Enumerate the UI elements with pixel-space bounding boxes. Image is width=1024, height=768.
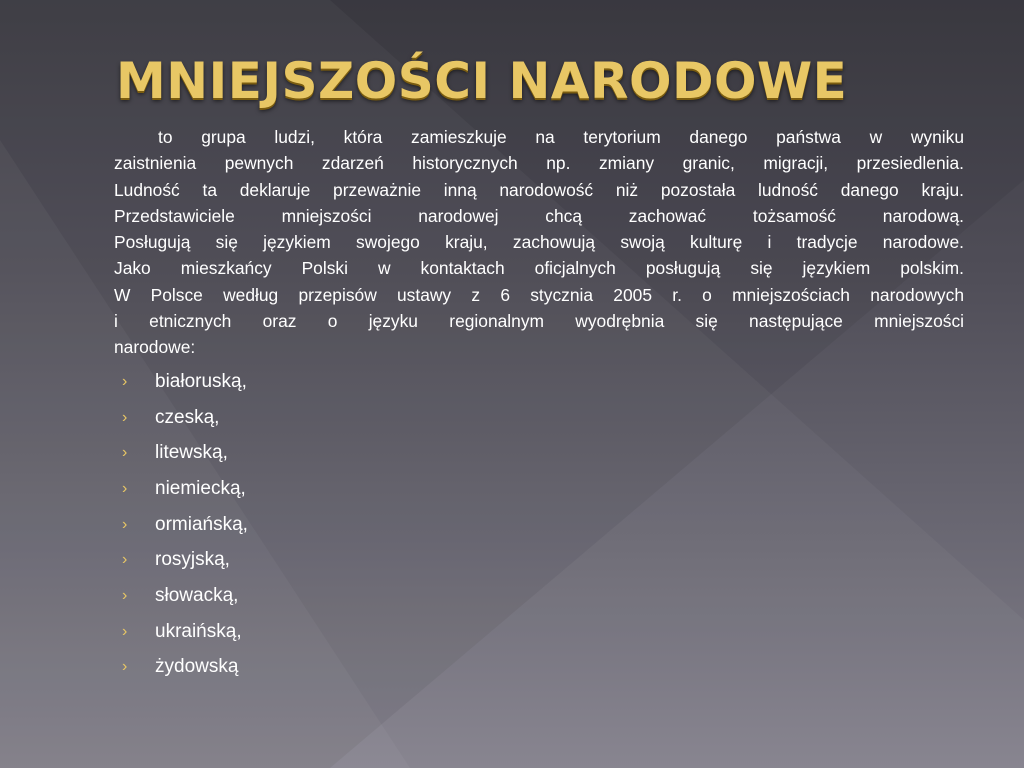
list-item bbox=[122, 435, 248, 471]
slide-title: MNIEJSZOŚCI NARODOWE bbox=[116, 52, 848, 110]
chevron-right-icon: › bbox=[122, 515, 128, 533]
paragraph-line: i etnicznych oraz o języku regionalnym wyodrębnia się następujące mniejszości bbox=[114, 311, 964, 332]
list-item-label: ukraińską, bbox=[155, 620, 242, 642]
chevron-right-icon: › bbox=[122, 444, 128, 462]
paragraph-line: W Polsce według przepisów ustawy z 6 stycznia 2005 r. o mniejszościach narodowych bbox=[114, 284, 964, 305]
list-item-label: ormiańską, bbox=[155, 513, 248, 535]
paragraph-line: Przedstawiciele mniejszości narodowej chcą zachować tożsamość narodową. bbox=[114, 205, 964, 226]
minorities-list bbox=[122, 364, 248, 685]
list-item bbox=[122, 400, 248, 436]
list-item-label: niemiecką, bbox=[155, 477, 246, 499]
list-item-label: białoruską, bbox=[155, 370, 247, 392]
paragraph-line: Jako mieszkańcy Polski w kontaktach oficjalnych posługują się językiem polskim. bbox=[114, 258, 964, 279]
chevron-right-icon: › bbox=[122, 622, 128, 640]
chevron-right-icon: › bbox=[122, 551, 128, 569]
list-item bbox=[122, 542, 248, 578]
list-item-label: słowacką, bbox=[155, 584, 239, 606]
list-item bbox=[122, 650, 248, 686]
chevron-right-icon: › bbox=[122, 408, 128, 426]
list-item-label: litewską, bbox=[155, 442, 228, 464]
list-item bbox=[122, 471, 248, 507]
list-item bbox=[122, 614, 248, 650]
body-paragraph bbox=[114, 124, 964, 361]
list-item bbox=[122, 507, 248, 543]
paragraph-line: narodowe: bbox=[114, 337, 196, 358]
paragraph-line: to grupa ludzi, która zamieszkuje na terytorium danego państwa w wyniku bbox=[158, 127, 964, 147]
list-item bbox=[122, 364, 248, 400]
list-item-label: rosyjską, bbox=[155, 549, 230, 571]
paragraph-line: Ludność ta deklaruje przeważnie inną narodowość niż pozostała ludność danego kraju. bbox=[114, 179, 964, 200]
chevron-right-icon: › bbox=[122, 658, 128, 676]
paragraph-line: Posługują się językiem swojego kraju, zachowują swoją kulturę i tradycje narodowe. bbox=[114, 232, 964, 253]
chevron-right-icon: › bbox=[122, 586, 128, 604]
chevron-right-icon: › bbox=[122, 372, 128, 390]
paragraph-line: zaistnienia pewnych zdarzeń historycznych np. zmiany granic, migracji, przesiedlenia. bbox=[114, 153, 964, 174]
chevron-right-icon: › bbox=[122, 479, 128, 497]
list-item-label: czeską, bbox=[155, 406, 220, 428]
list-item-label: żydowską bbox=[155, 656, 239, 678]
list-item bbox=[122, 578, 248, 614]
